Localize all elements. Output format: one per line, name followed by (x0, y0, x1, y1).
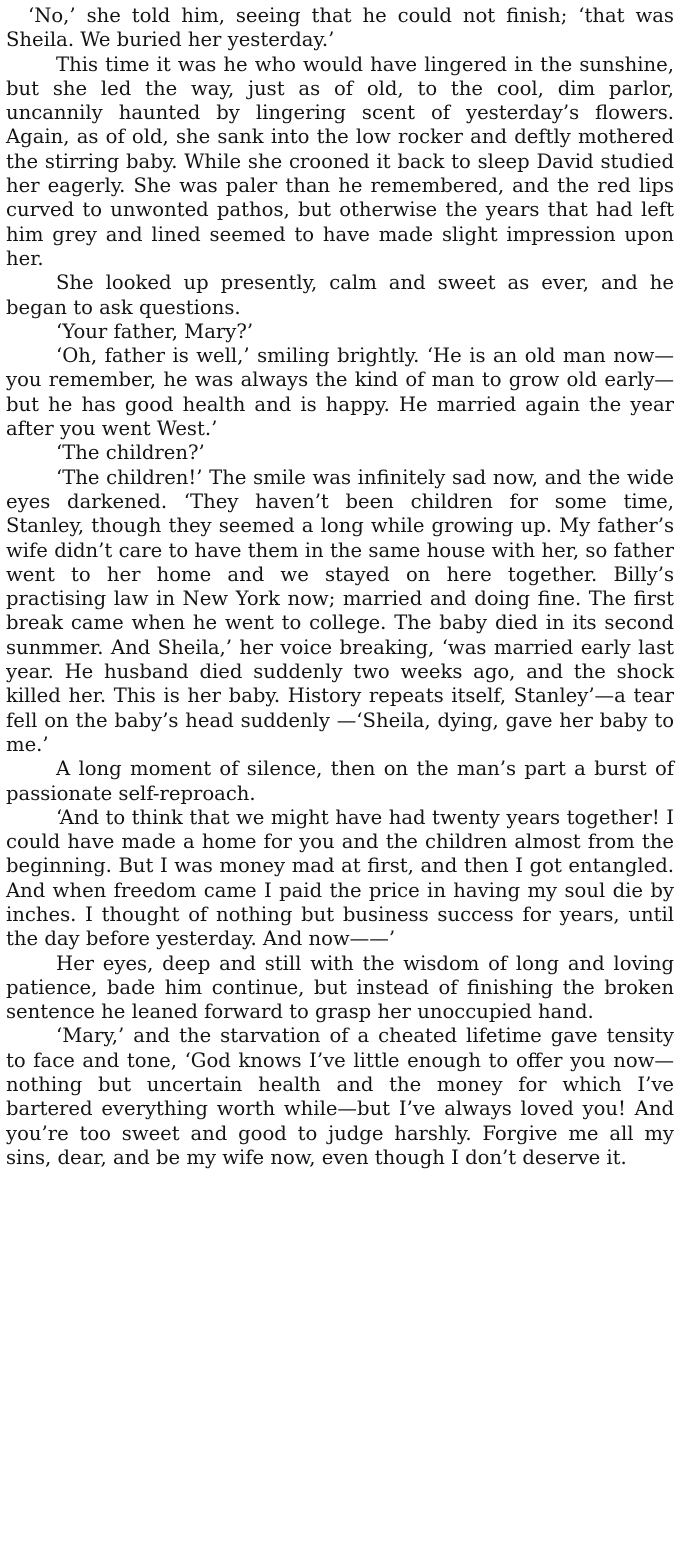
paragraph-7: ‘The children!’ The smile was infinitely sad now, and the wide eyes darkened. ‘They haven’t been children for some time, Stanley, though they seemed a long while growing up. My father’s wife didn’t care to have them in the same house with her, so father went to her home and we stayed on here together. Billy’s practising law in New York now; married and doing fine. The first break came when he went to college. The baby died in its second sunmmer. And Sheila,’ her voice breaking, ‘was married early last year. He husband died suddenly two weeks ago, and the shock killed her. This is her baby. History repeats itself, Stanley’—a tear fell on the baby’s head suddenly —‘Sheila, dying, gave her baby to me.’ (6, 465, 674, 756)
paragraph-3: She looked up presently, calm and sweet as ever, and he began to ask questions. (6, 271, 674, 319)
paragraph-8: A long moment of silence, then on the man’s part a burst of passionate self-reproach. (6, 757, 674, 805)
paragraph-5: ‘Oh, father is well,’ smiling brightly. ‘He is an old man now—you remember, he was always the kind of man to grow old early—but he has good health and is happy. He married again the year after you went West.’ (6, 344, 674, 441)
paragraph-2: This time it was he who would have lingered in the sunshine, but she led the way, just as of old, to the cool, dim parlor, uncannily haunted by lingering scent of yesterday’s flowers. Again, as of old, she sank into the low rocker and deftly mothered the stirring baby. While she crooned it back to sleep David studied her eagerly. She was paler than he remembered, and the red lips curved to unwonted pathos, but otherwise the years that had left him grey and lined seemed to have made slight impression upon her. (6, 52, 674, 270)
paragraph-1: ‘No,’ she told him, seeing that he could not finish; ‘that was Sheila. We buried her yesterday.’ (6, 4, 674, 52)
paragraph-11: ‘Mary,’ and the starvation of a cheated lifetime gave tensity to face and tone, ‘God knows I’ve little enough to offer you now—nothing but uncertain health and the money for which I’ve bartered everything worth while—but I’ve always loved you! And you’re too sweet and good to judge harshly. Forgive me all my sins, dear, and be my wife now, even though I don’t deserve it. (6, 1024, 674, 1169)
paragraph-10: Her eyes, deep and still with the wisdom of long and loving patience, bade him continue, but instead of finishing the broken sentence he leaned forward to grasp her unoccupied hand. (6, 951, 674, 1024)
paragraph-6: ‘The children?’ (56, 441, 205, 465)
paragraph-9: ‘And to think that we might have had twenty years together! I could have made a home for you and the children almost from the beginning. But I was money mad at first, and then I got entangled. And when freedom came I paid the price in having my soul die by inches. I thought of nothing but business success for years, until the day before yesterday. And now——’ (6, 805, 674, 951)
paragraph-4: ‘Your father, Mary?’ (56, 319, 254, 343)
